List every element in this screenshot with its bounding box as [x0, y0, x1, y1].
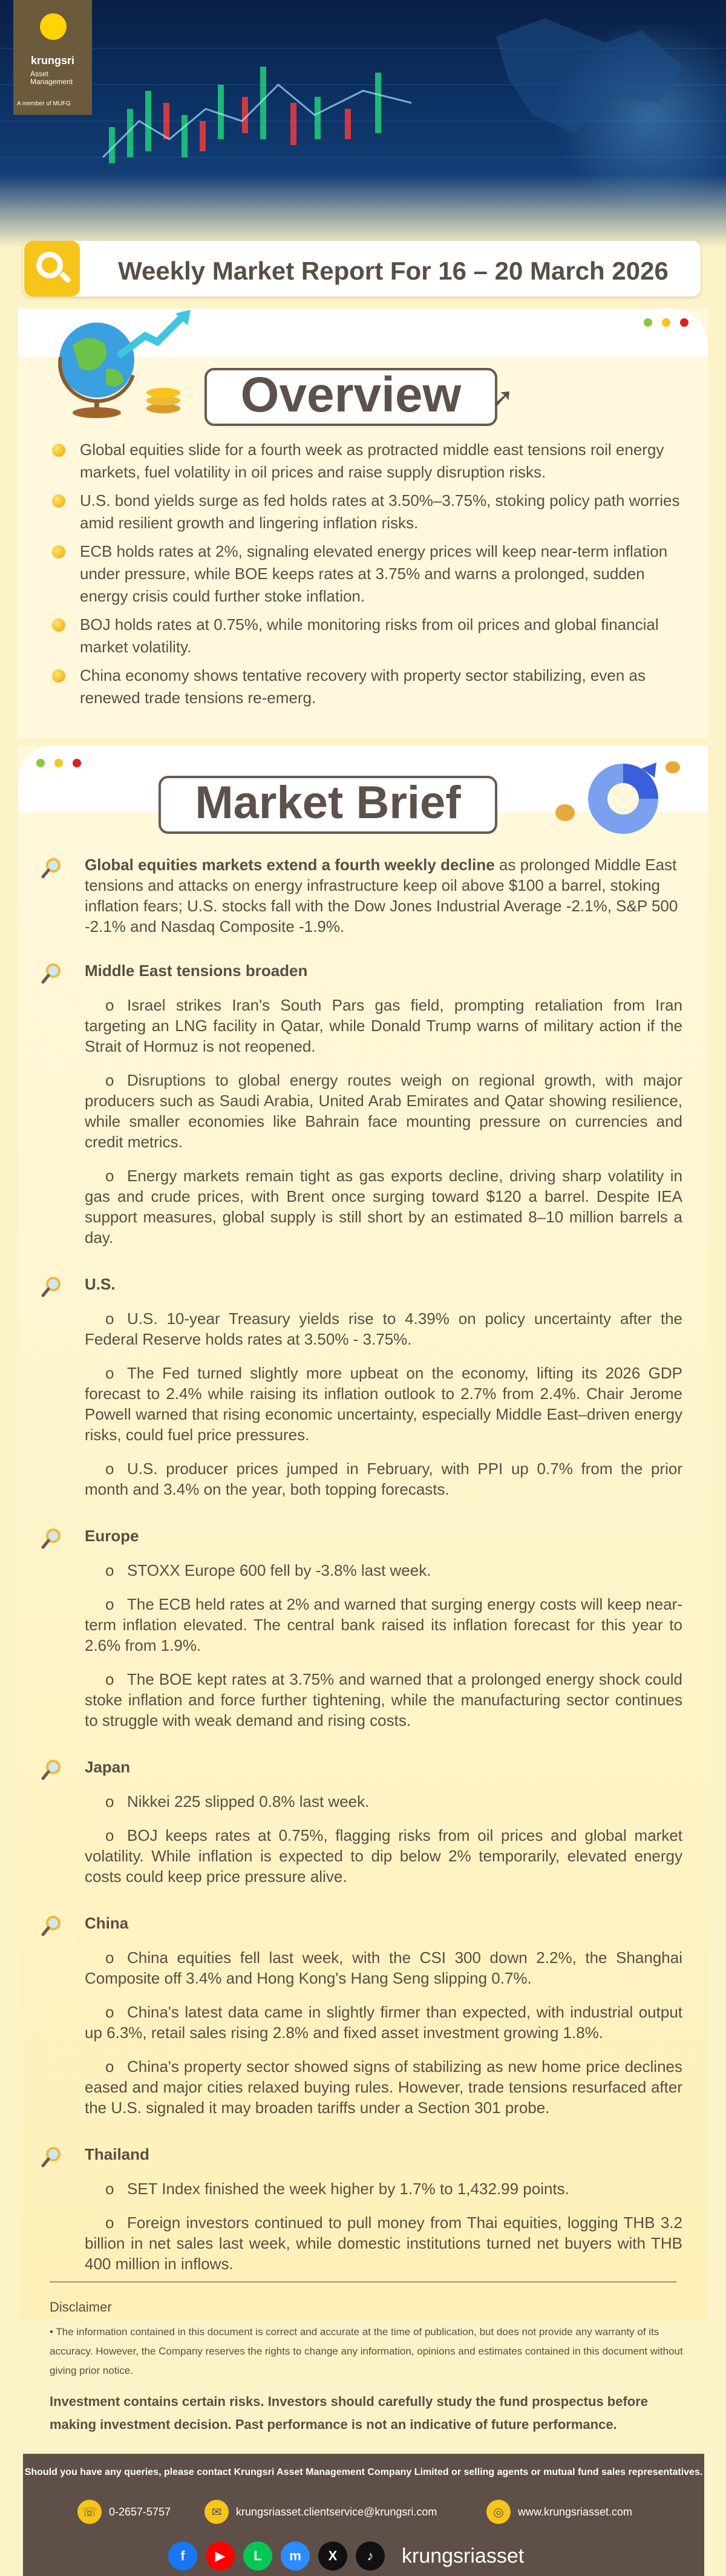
globe-icon: ◎ — [486, 2500, 511, 2524]
overview-bullets — [51, 439, 683, 715]
bullet-dot-icon — [52, 494, 65, 508]
magnifier-icon — [41, 2146, 63, 2168]
brief-section-title: U.S. — [85, 1275, 116, 1293]
brief-section-us — [41, 1273, 682, 1499]
hero-banner — [0, 0, 726, 248]
bullet-dot-icon — [52, 444, 65, 457]
stock-chart-illustration — [0, 0, 726, 248]
brief-item-text: The Fed turned slightly more upbeat on the economy, lifting its 2026 GDP forecast to 2.4% while raising its inflation outlook to 2.7% from 2.4%. Chair Jerome Powell warned that rising economic uncertainty, especially Middle East–driven energy risks, could fuel price pressures. — [85, 1364, 682, 1444]
logo-sub-line-1: Asset — [30, 70, 49, 78]
youtube-icon[interactable]: ▶ — [206, 2542, 235, 2571]
window-dot-yellow — [54, 759, 63, 767]
krungsri-emblem-icon — [40, 13, 67, 40]
phone-icon: ☏ — [77, 2500, 102, 2524]
overview-bullet-text: U.S. bond yields surge as fed holds rates at 3.50%–3.75%, stoking policy path worries amid resilient growth and lingering inflation risks. — [80, 491, 680, 532]
tiktok-icon[interactable]: ♪ — [356, 2542, 385, 2571]
disclaimer-divider — [50, 2281, 676, 2283]
window-dot-green — [644, 318, 652, 327]
brief-item-text: SET Index finished the week higher by 1.7% to 1,432.99 points. — [127, 2180, 569, 2198]
overview-bullet-text: ECB holds rates at 2%, signaling elevated energy prices will keep near-term inflation under pressure, while BOE keeps rates at 3.75% and warns a prolonged, sudden energy crisis could further stoke inflation. — [80, 542, 668, 605]
brief-lead-section — [41, 854, 682, 937]
brief-item-text: Nikkei 225 slipped 0.8% last week. — [127, 1792, 370, 1811]
brief-item: o Energy markets remain tight as gas exports decline, driving sharp volatility in gas and crude prices, with Brent once surging toward $120 a barrel. Despite IEA support measures, global supply is still short by an estimated 8–10 million barrels a day. — [85, 1167, 682, 1247]
brief-item: o Nikkei 225 slipped 0.8% last week. — [105, 1792, 370, 1811]
brief-item: o The BOE kept rates at 3.75% and warned that a prolonged energy shock could stoke inflation and force further tightening, while the manufacturing sector continues to struggle with weak demand and rising costs. — [85, 1670, 682, 1729]
overview-heading: Overview — [204, 368, 497, 426]
brief-section-china — [41, 1912, 682, 2118]
brief-lead-text — [85, 854, 682, 937]
footer-website[interactable] — [486, 2500, 632, 2524]
brief-item-text: Israel strikes Iran's South Pars gas field, prompting retaliation from Iran targeting an LNG facility in Qatar, while Donald Trump warns of military action if the Strait of Hormuz is not reopened. — [85, 996, 682, 1055]
footer-phone[interactable] — [77, 2500, 171, 2524]
brief-item: o Foreign investors continued to pull money from Thai equities, logging THB 3.2 billion in net sales last week, while domestic institutions turned net buyers with THB 400 million in inflows. — [85, 2214, 682, 2273]
footer-contact-note: Should you have any queries, please contact Krungsri Asset Management Company Limited or selling agents or mutual fund sales representatives. — [24, 2467, 703, 2477]
mufg-member-tag: A member of MUFG — [17, 100, 71, 107]
brief-item-text: Foreign investors continued to pull money from Thai equities, logging THB 3.2 billion in net sales last week, while domestic institutions turned net buyers with THB 400 million in inflows. — [85, 2214, 682, 2273]
overview-bullet — [51, 614, 683, 658]
magnifier-icon — [41, 1758, 63, 1780]
footer-email[interactable] — [204, 2500, 437, 2524]
brief-item: o China equities fell last week, with the CSI 300 down 2.2%, the Shanghai Composite off 3.4% and Hong Kong's Hang Seng slipping 0.7%. — [85, 1948, 682, 1987]
brief-item-text: U.S. 10-year Treasury yields rise to 4.39% on policy uncertainty after the Federal Reserve holds rates at 3.50% - 3.75%. — [85, 1309, 682, 1348]
overview-bullet — [51, 439, 683, 483]
brief-item: o China's latest data came in slightly firmer than expected, with industrial output up 6.3%, retail sales rising 2.8% and fixed asset investment growing 1.8%. — [85, 2003, 682, 2042]
brief-section-title: China — [85, 1914, 129, 1932]
market-brief-heading: Market Brief — [159, 776, 497, 834]
brief-lead-bold: Global equities markets extend a fourth weekly decline — [85, 856, 495, 874]
overview-bullet-text: Global equities slide for a fourth week as protracted middle east tensions roil energy markets, fuel volatility in oil prices and raise supply disruption risks. — [80, 441, 664, 481]
logo-brand-name: krungsri — [30, 54, 75, 67]
disclaimer-text: • The information contained in this document is correct and accurate at the time of publication, but does not provide any warranty of its accuracy. However, the Company reserves the rights to change any information, opinions and estimates contained in this document without giving prior notice. — [50, 2326, 683, 2376]
brief-item-text: STOXX Europe 600 fell by -3.8% last week. — [127, 1561, 431, 1579]
investment-warning: Investment contains certain risks. Investors should carefully study the fund prospectus before making investment decision. Past performance is not an indicative of future performance. — [50, 2394, 649, 2432]
bullet-dot-icon — [52, 618, 65, 632]
brief-item-text: Energy markets remain tight as gas exports decline, driving sharp volatility in gas and crude prices, with Brent once surging toward $120 a barrel. Despite IEA support measures, global supply is still short by an estimated 8–10 million barrels a day. — [85, 1167, 682, 1247]
report-title: Weekly Market Report For 16 – 20 March 2026 — [118, 257, 669, 285]
social-brand-name: krungsriasset — [402, 2544, 525, 2568]
pie-chart-icon — [551, 750, 690, 841]
window-dot-red — [73, 759, 81, 767]
globe-icon — [54, 309, 200, 421]
pointer-cursor-icon: ➚ — [491, 383, 514, 413]
magnifier-icon — [41, 962, 63, 984]
overview-bullet — [51, 664, 683, 709]
magnifier-icon — [41, 1527, 63, 1549]
brief-item: o Israel strikes Iran's South Pars gas field, prompting retaliation from Iran targeting an LNG facility in Qatar, while Donald Trump warns of military action if the Strait of Hormuz is not reopened. — [85, 996, 682, 1055]
logo-sub-text — [30, 70, 73, 86]
magnifier-icon — [41, 857, 63, 879]
overview-bullet-text: China economy shows tentative recovery with property sector stabilizing, even as renewed trade tensions re-emerg. — [80, 666, 646, 707]
brief-item: o BOJ keeps rates at 0.75%, flagging risks from oil prices and global market volatility. While inflation is expected to dip below 2% temporarily, elevated energy costs could keep price pressure alive. — [85, 1826, 682, 1886]
footer — [23, 2454, 704, 2576]
brief-item-text: China's property sector showed signs of stabilizing as new home price declines eased and major cities relaxed buying rules. However, trade tensions resurfaced after the U.S. signaled it may broaden tariffs under a Section 301 probe. — [85, 2057, 682, 2117]
window-dot-yellow — [662, 318, 670, 327]
website-url: www.krungsriasset.com — [518, 2505, 633, 2518]
envelope-icon: ✉ — [204, 2500, 229, 2524]
brief-section-title: Thailand — [85, 2145, 149, 2163]
search-icon — [24, 241, 80, 297]
brief-section-europe — [41, 1525, 682, 1731]
disclaimer-title: Disclaimer — [50, 2299, 112, 2315]
magnifier-icon — [41, 1915, 63, 1936]
brief-item-text: Disruptions to global energy routes weigh on regional growth, with major producers such as Saudi Arabia, United Arab Emirates and Qatar showing resilience, while smaller economies like Bahrain face mounting pressure on currencies and credit metrics. — [85, 1071, 682, 1151]
brief-item-text: China equities fell last week, with the CSI 300 down 2.2%, the Shanghai Composite off 3.4% and Hong Kong's Hang Seng slipping 0.7%. — [85, 1948, 682, 1987]
phone-number: 0-2657-5757 — [109, 2505, 171, 2518]
brief-item: o Disruptions to global energy routes weigh on regional growth, with major producers such as Saudi Arabia, United Arab Emirates and Qatar showing resilience, while smaller economies like Bahrain face mounting pressure on currencies and credit metrics. — [85, 1071, 682, 1151]
brief-item: o STOXX Europe 600 fell by -3.8% last week. — [105, 1561, 431, 1579]
social-links — [168, 2541, 524, 2571]
magnifier-icon — [41, 1276, 63, 1297]
brief-item-text: The ECB held rates at 2% and warned that surging energy costs will keep near-term inflation elevated. The central bank raised its inflation forecast for this year to 2.6% from 1.9%. — [85, 1595, 682, 1654]
brief-section-thailand — [41, 2143, 682, 2274]
messenger-icon[interactable]: m — [281, 2542, 310, 2571]
brief-item-text: The BOE kept rates at 3.75% and warned that a prolonged energy shock could stoke inflation and force further tightening, while the manufacturing sector continues to struggle with weak demand and rising costs. — [85, 1670, 682, 1729]
window-dot-green — [36, 759, 45, 767]
krungsri-logo[interactable] — [13, 0, 92, 115]
overview-bullet — [51, 540, 683, 608]
line-icon[interactable]: L — [243, 2542, 272, 2571]
brief-section-title: Middle East tensions broaden — [85, 962, 308, 980]
brief-item: o U.S. 10-year Treasury yields rise to 4.39% on policy uncertainty after the Federal Reserve holds rates at 3.50% - 3.75%. — [85, 1309, 682, 1348]
overview-bullet — [51, 490, 683, 534]
search-lens — [36, 252, 63, 278]
brief-section-middle-east — [41, 960, 682, 1248]
brief-item-text: U.S. producer prices jumped in February, with PPI up 0.7% from the prior month and 3.4% on the year, both topping forecasts. — [85, 1460, 682, 1498]
brief-item: o U.S. producer prices jumped in February, with PPI up 0.7% from the prior month and 3.4% on the year, both topping forecasts. — [85, 1460, 682, 1498]
overview-bullet-text: BOJ holds rates at 0.75%, while monitoring risks from oil prices and global financial market volatility. — [80, 615, 659, 656]
brief-section-title: Japan — [85, 1758, 131, 1776]
brief-item: o China's property sector showed signs of stabilizing as new home price declines eased and major cities relaxed buying rules. However, trade tensions resurfaced after the U.S. signaled it may broaden tariffs under a Section 301 probe. — [85, 2057, 682, 2117]
bullet-dot-icon — [52, 669, 65, 683]
brief-lead-rest: as prolonged Middle East tensions and attacks on energy infrastructure keep oil above $100 a barrel, stoking inflation fears; U.S. stocks fall with the Dow Jones Industrial Average -2.1%, S&P 500 -2.1% and Nasdaq Composite -1.9%. — [85, 856, 678, 936]
email-address: krungsriasset.clientservice@krungsri.com — [236, 2505, 437, 2518]
brief-item-text: BOJ keeps rates at 0.75%, flagging risks from oil prices and global market volatility. While inflation is expected to dip below 2% temporarily, elevated energy costs could keep price pressure alive. — [85, 1826, 682, 1886]
brief-item: o The Fed turned slightly more upbeat on the economy, lifting its 2026 GDP forecast to 2.4% while raising its inflation outlook to 2.7% from 2.4%. Chair Jerome Powell warned that rising economic uncertainty, especially Middle East–driven energy risks, could fuel price pressures. — [85, 1364, 682, 1444]
brief-section-title: Europe — [85, 1527, 139, 1545]
brief-section-japan — [41, 1756, 682, 1887]
window-dot-red — [680, 318, 688, 327]
market-brief-content — [41, 854, 682, 2274]
bullet-dot-icon — [52, 545, 65, 559]
brief-item: o The ECB held rates at 2% and warned that surging energy costs will keep near-term inflation elevated. The central bank raised its inflation forecast for this year to 2.6% from 1.9%. — [85, 1595, 682, 1654]
x-icon[interactable]: X — [318, 2542, 347, 2571]
facebook-icon[interactable]: f — [168, 2542, 197, 2571]
search-handle — [59, 271, 72, 284]
brief-item: o SET Index finished the week higher by 1.7% to 1,432.99 points. — [105, 2180, 569, 2198]
brief-item-text: China's latest data came in slightly firmer than expected, with industrial output up 6.3%, retail sales rising 2.8% and fixed asset investment growing 1.8%. — [85, 2003, 682, 2042]
logo-sub-line-2: Management — [30, 77, 73, 86]
